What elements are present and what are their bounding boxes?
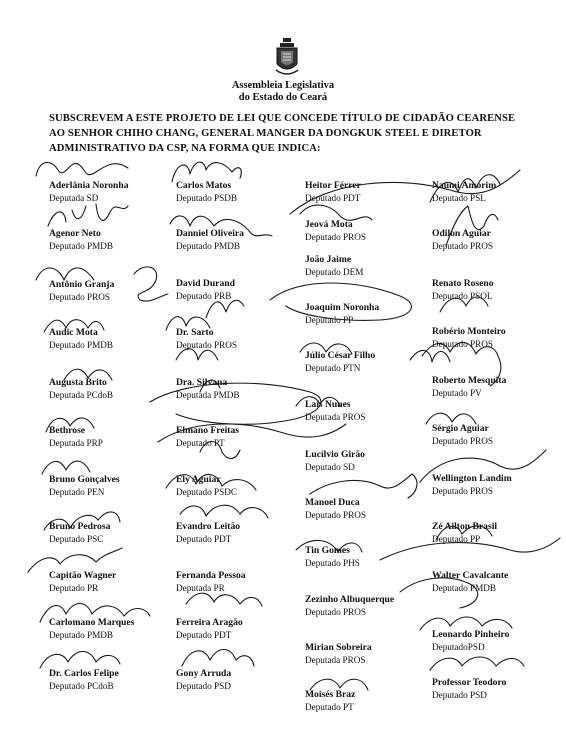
signatory-name: Ferreira Aragão (176, 617, 243, 628)
signatory-name: Dra. Silvana (176, 377, 228, 388)
signatory-block (176, 668, 306, 692)
signatory-party: Deputado PSC (49, 534, 104, 544)
signatory-party: Deputado DEM (305, 267, 364, 277)
signatory-party: Deputado PSD (432, 690, 487, 700)
signatory-name: Capitão Wagner (49, 570, 117, 581)
signatory-block (432, 228, 562, 252)
signatory-name: Zezinho Albuquerque (305, 594, 395, 605)
signatory-name: Roberto Mesquita (432, 375, 507, 386)
signatory-party: Deputado PR (49, 583, 99, 593)
signatory-block (432, 677, 562, 701)
signatory-name: Naumi Amorim (432, 180, 497, 191)
institution-name: Assembleia Legislativa (231, 80, 335, 91)
signatory-block (305, 302, 435, 326)
signatory-party: Deputada PRP (49, 438, 103, 448)
signatory-party: Deputada SD (49, 193, 99, 203)
signatory-party: Deputado PRB (176, 291, 232, 301)
signatory-name: Bruno Pedrosa (49, 521, 111, 532)
signatory-name: Bethrose (49, 425, 86, 436)
signatory-name: Ely Aguiar (176, 474, 221, 485)
signatory-party: DeputadoPSD (432, 642, 485, 652)
signatory-name: Audic Mota (49, 327, 98, 338)
signatory-block (49, 327, 179, 351)
signatory-name: Renato Roseno (432, 278, 494, 289)
signatory-party: Deputado PTN (305, 363, 361, 373)
signatory-name: Walter Cavalcante (432, 570, 509, 581)
signatory-name: Aderlânia Noronha (49, 180, 129, 191)
signatory-name: Lucílvio Girão (305, 449, 365, 460)
signatory-block (432, 570, 562, 594)
signatory-block (305, 350, 435, 374)
signatory-party: Deputado PSDC (176, 487, 237, 497)
signatory-party: Deputado PV (432, 388, 482, 398)
signatory-party: Deputado PMDB (49, 241, 114, 251)
signatory-name: Evandro Leitão (176, 521, 241, 532)
signatory-name: Gony Arruda (176, 668, 232, 679)
signatory-name: Júlio César Filho (305, 350, 376, 361)
signatory-name: Odilon Aguiar (432, 228, 491, 239)
signatory-party: Deputado PROS (305, 232, 366, 242)
signatory-party: Deputada PMDB (176, 390, 240, 400)
signatory-block (176, 278, 306, 302)
signatory-party: Deputado PHS (305, 558, 360, 568)
signatory-name: Professor Teodoro (432, 677, 507, 688)
bill-statement: SUBSCREVEM A ESTE PROJETO DE LEI QUE CONCEDE TÍTULO DE CIDADÃO CEARENSE AO SENHOR CHIHO CHANG, GENERAL MANGER DA DONGKUK STEEL E DIRETOR ADMINISTRATIVO DA CSP, NA FORMA QUE INDICA: (49, 113, 516, 154)
signatory-name: Carlomano Marques (49, 617, 135, 628)
signatory-block (305, 689, 435, 713)
signatory-name: Moisés Braz (305, 689, 356, 700)
coat-of-arms-seal-icon (274, 38, 300, 78)
signatory-block (305, 399, 435, 423)
signatory-party: Deputada PR (176, 583, 225, 593)
signatory-block (432, 180, 562, 204)
signatory-block (49, 377, 179, 401)
signatory-party: Deputado PP (305, 315, 354, 325)
signatory-block (305, 497, 435, 521)
signatory-party: Deputado SD (305, 462, 355, 472)
signatory-party: Deputado PSOL (432, 291, 493, 301)
signatory-name: Tin Gomes (305, 545, 350, 556)
signatory-party: Deputado PEN (49, 487, 105, 497)
signatory-party: Deputado PSL (432, 193, 486, 203)
signatory-party: Deputado PT (176, 438, 225, 448)
signatory-block (49, 570, 179, 594)
signatory-party: Deputado PROS (432, 339, 493, 349)
signatory-party: Deputado PDT (176, 630, 232, 640)
signatory-name: João Jaime (305, 254, 352, 265)
signatory-party: Deputado PT (305, 702, 354, 712)
signatory-party: Deputado PCdoB (49, 681, 114, 691)
signatory-block (305, 449, 435, 473)
signatory-name: Augusta Brito (49, 377, 107, 388)
signatory-block (305, 254, 435, 278)
signatory-block (432, 473, 562, 497)
signatory-block (176, 521, 306, 545)
signatory-name: Sérgio Aguiar (432, 423, 489, 434)
signatory-block (305, 642, 435, 666)
signatory-party: Deputado PROS (49, 292, 110, 302)
signatory-block (305, 545, 435, 569)
signatory-name: David Durand (176, 278, 235, 289)
signatory-name: Jeová Mota (305, 219, 353, 230)
signatory-name: Zé Ailton Brasil (432, 521, 498, 532)
signatory-block (49, 668, 179, 692)
signatory-party: Deputado PROS (432, 486, 493, 496)
signatory-name: Antônio Granja (49, 279, 115, 290)
signatory-party: Deputado PSDB (176, 193, 237, 203)
signatory-block (432, 423, 562, 447)
signatory-name: Manoel Duca (305, 497, 360, 508)
signatory-block (49, 425, 179, 449)
institution-state: do Estado do Ceará (238, 92, 328, 103)
signatory-block (49, 521, 179, 545)
signatory-party: Deputado PROS (176, 340, 237, 350)
signatory-party: Deputado PROS (305, 607, 366, 617)
signatory-block (176, 228, 306, 252)
signatory-block (176, 180, 306, 204)
signatory-party: Deputado PROS (432, 436, 493, 446)
signatory-block (49, 279, 179, 303)
signatory-block (49, 474, 179, 498)
signatory-block (432, 375, 562, 399)
signatory-party: Deputado PDT (305, 193, 361, 203)
signatory-party: Deputada PCdoB (49, 390, 114, 400)
signatory-party: Deputado PDT (176, 534, 232, 544)
signatory-block (176, 425, 306, 449)
signatory-name: Laís Nunes (305, 399, 351, 410)
signatory-block (305, 219, 435, 243)
signatory-name: Fernanda Pessoa (176, 570, 246, 581)
signatory-party: Deputado PROS (432, 241, 493, 251)
signatory-block (432, 278, 562, 302)
signatory-block (176, 474, 306, 498)
signatory-name: Bruno Gonçalves (49, 474, 120, 485)
signatory-party: Deputado PP (432, 534, 481, 544)
signatory-name: Heitor Férrer (305, 180, 361, 191)
signatory-name: Robério Monteiro (432, 326, 506, 337)
signatory-party: Deputado PMDB (49, 630, 114, 640)
signatory-block (432, 629, 562, 653)
signatory-block (432, 326, 562, 350)
signatory-block (49, 617, 179, 641)
signatory-name: Leonardo Pinheiro (432, 629, 510, 640)
signatory-party: Deputado PMDB (176, 241, 241, 251)
signatory-block (176, 327, 306, 351)
signatory-block (49, 228, 179, 252)
signatory-party: Deputada PROS (305, 412, 366, 422)
signatory-name: Dr. Carlos Felipe (49, 668, 119, 679)
signatory-block (305, 594, 435, 618)
signatory-name: Dr. Sarto (176, 327, 214, 338)
signatory-name: Elmano Freitas (176, 425, 239, 436)
signatory-party: Deputado PMDB (49, 340, 114, 350)
signatory-name: Carlos Matos (176, 180, 232, 191)
signatory-name: Joaquim Noronha (305, 302, 380, 313)
signatory-party: Deputado PROS (305, 510, 366, 520)
signatory-block (176, 377, 306, 401)
signatory-block (432, 521, 562, 545)
signatory-block (305, 180, 435, 204)
signatory-block (49, 180, 179, 204)
signatory-block (176, 617, 306, 641)
signatory-name: Agenor Neto (49, 228, 101, 239)
signatory-block (176, 570, 306, 594)
signatory-party: Deputada PROS (305, 655, 366, 665)
signatory-party: Deputado PMDB (432, 583, 497, 593)
signatory-name: Danniel Oliveira (176, 228, 244, 239)
signatory-name: Wellington Landim (432, 473, 512, 484)
signatory-name: Mirian Sobreira (305, 642, 372, 653)
signatory-party: Deputado PSD (176, 681, 231, 691)
